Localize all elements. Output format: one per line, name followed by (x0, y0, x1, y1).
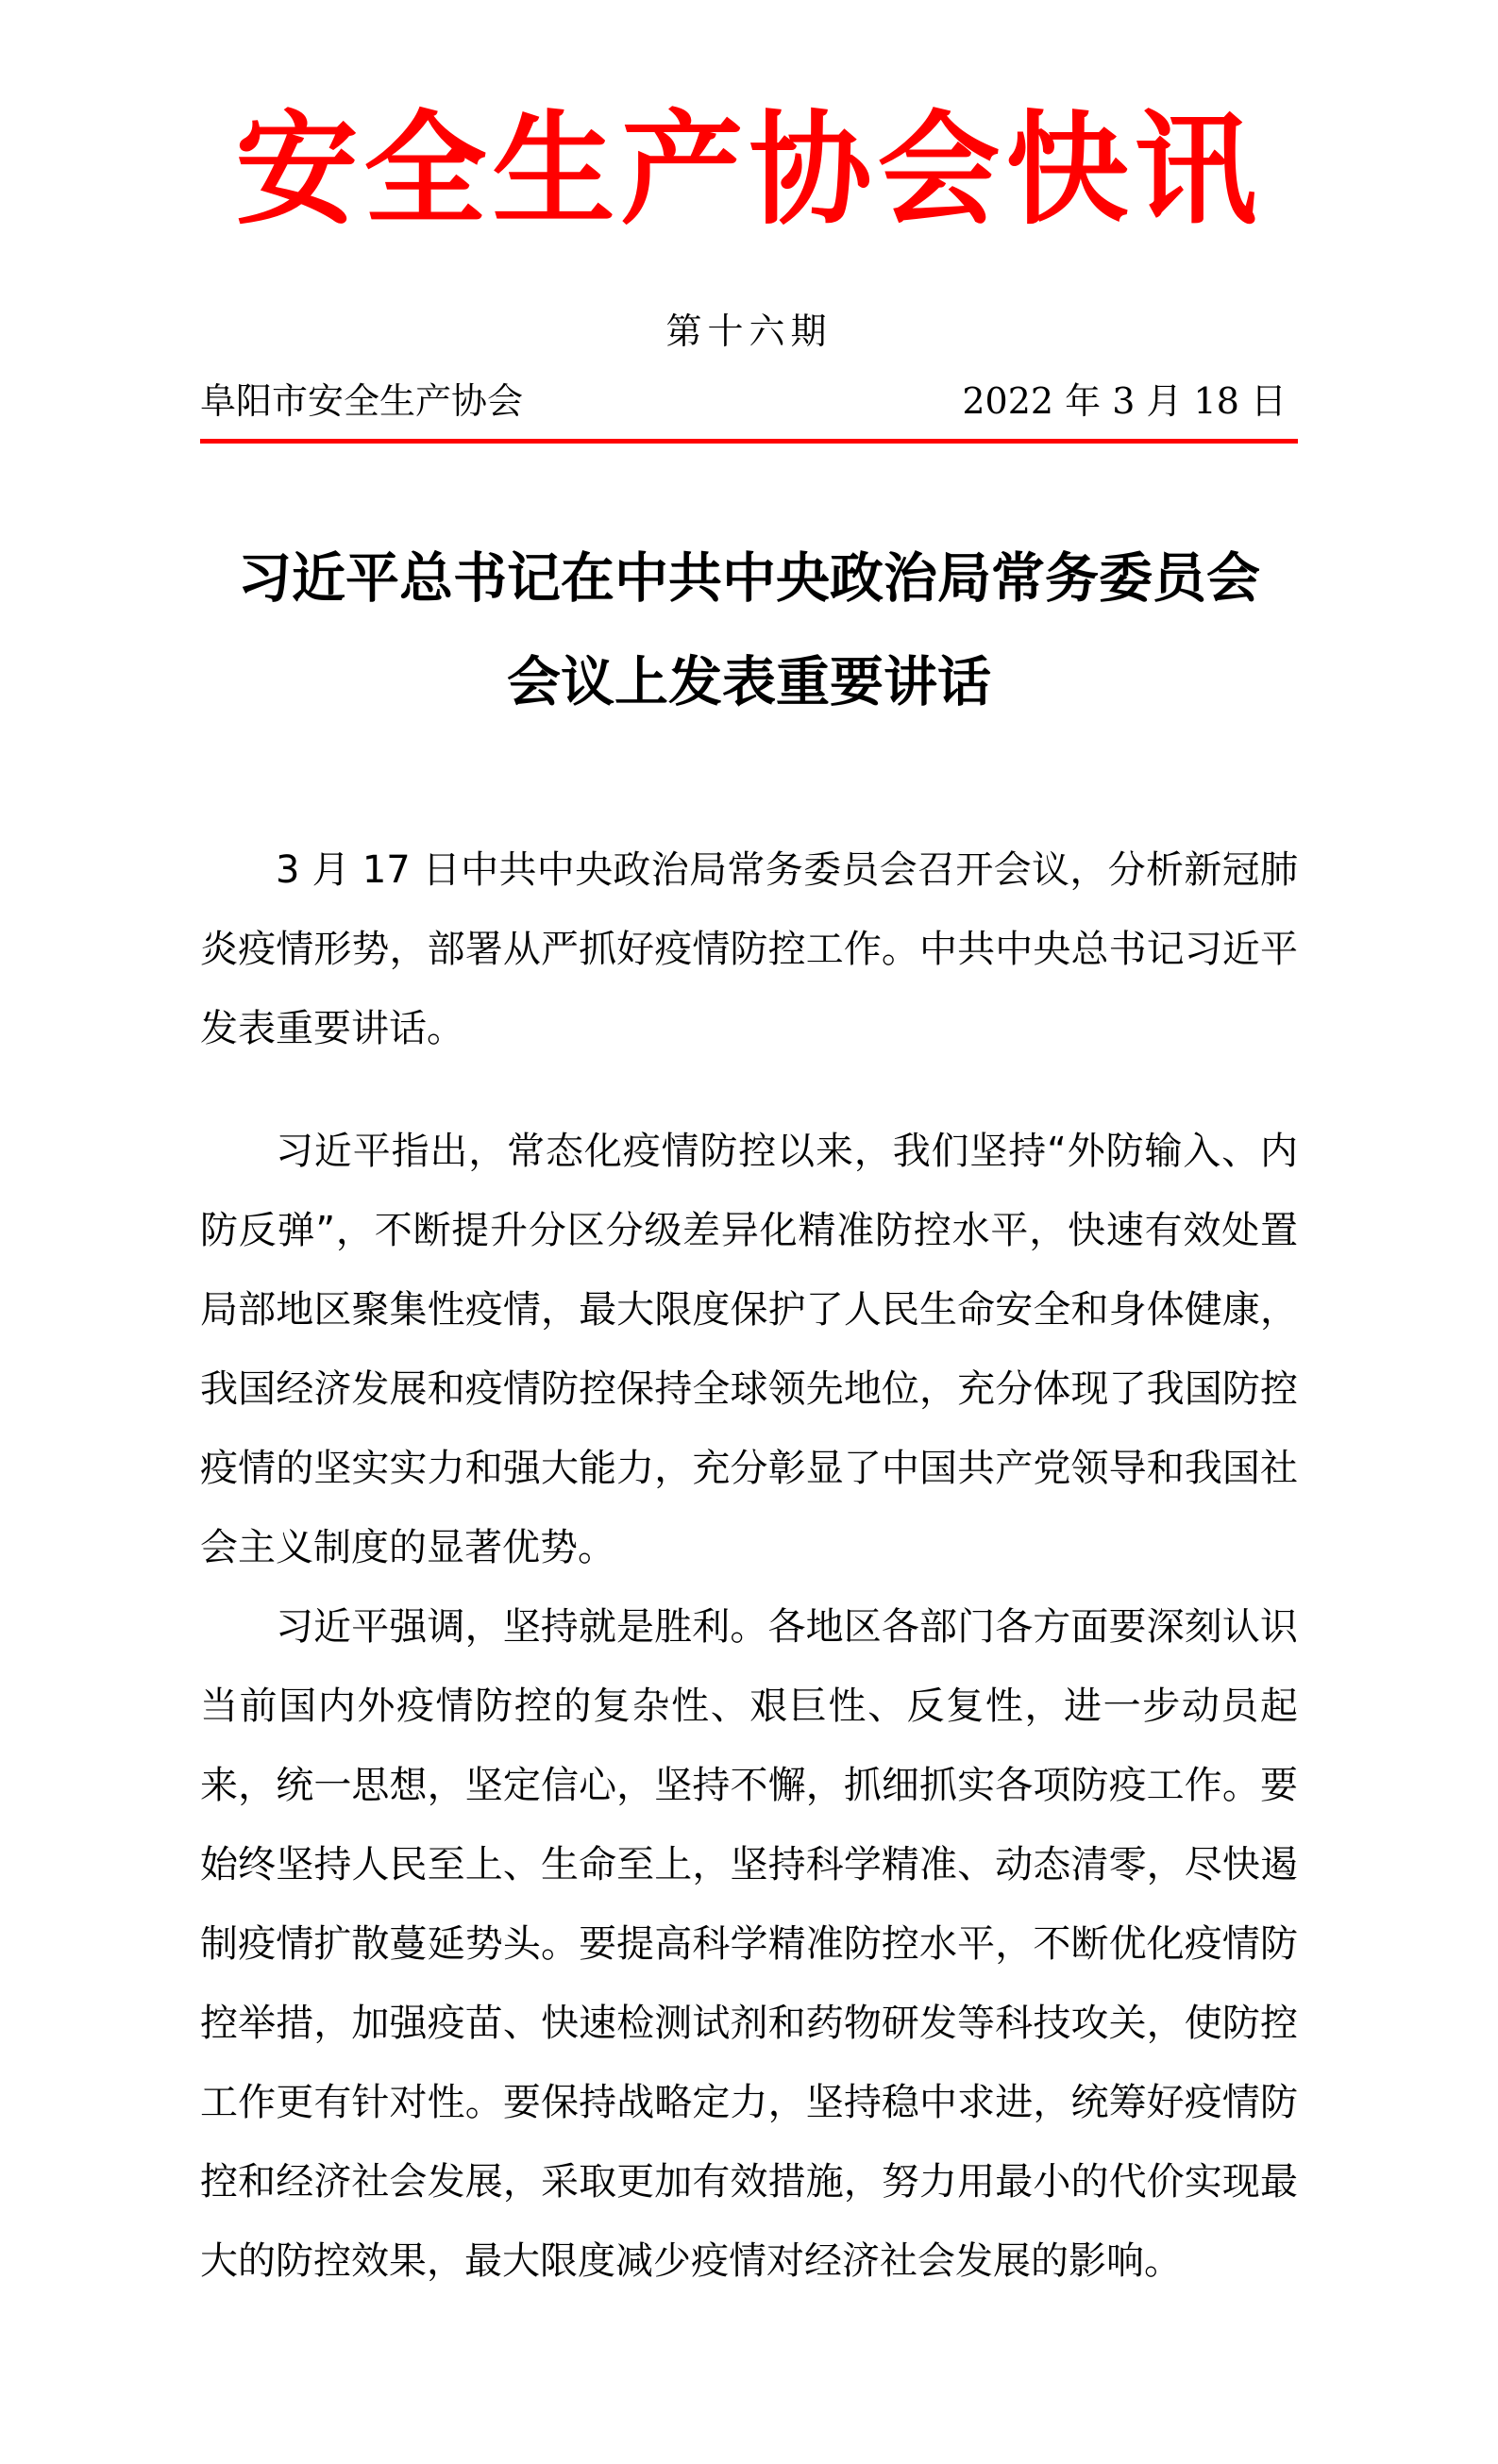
headline-line-1: 习近平总书记在中共中央政治局常务委员会 (238, 547, 1260, 610)
masthead-title: 安全生产协会快讯 (235, 97, 1263, 242)
article-body (200, 830, 1298, 2301)
paragraph: 习近平强调，坚持就是胜利。各地区各部门各方面要深刻认识当前国内外疫情防控的复杂性、艰巨性、反复性，进一步动员起来，统一思想，坚定信心，坚持不懈，抓细抓实各项防疫工作。要始终坚持人民至上、生命至上，坚持科学精准、动态清零，尽快遏制疫情扩散蔓延势头。要提高科学精准防控水平，不断优化疫情防控举措，加强疫苗、快速检测试剂和药物研发等科技攻关，使防控工作更有针对性。要保持战略定力，坚持稳中求进，统筹好疫情防控和经济社会发展，采取更加有效措施，努力用最小的代价实现最大的防控效果，最大限度减少疫情对经济社会发展的影响。 (200, 1605, 1298, 2283)
publication-meta (200, 377, 1298, 425)
red-divider (200, 439, 1298, 444)
paragraph: 3 月 17 日中共中央政治局常务委员会召开会议，分析新冠肺炎疫情形势，部署从严抓好疫情防控工作。中共中央总书记习近平发表重要讲话。 (200, 848, 1298, 1050)
paragraph: 习近平指出，常态化疫情防控以来，我们坚持“外防输入、内防反弹”，不断提升分区分级差异化精准防控水平，快速有效处置局部地区聚集性疫情，最大限度保护了人民生命安全和身体健康，我国经济发展和疫情防控保持全球领先地位，充分体现了我国防控疫情的坚实实力和强大能力，充分彰显了中国共产党领导和我国社会主义制度的显著优势。 (200, 1130, 1298, 1569)
headline-line-2: 会议上发表重要讲话 (507, 651, 991, 713)
organization-name: 阜阳市安全生产协会 (200, 380, 524, 422)
publication-date: 2022 年 3 月 18 日 (962, 380, 1287, 422)
article-headline (189, 527, 1309, 734)
issue-number: 第十六期 (665, 310, 833, 352)
